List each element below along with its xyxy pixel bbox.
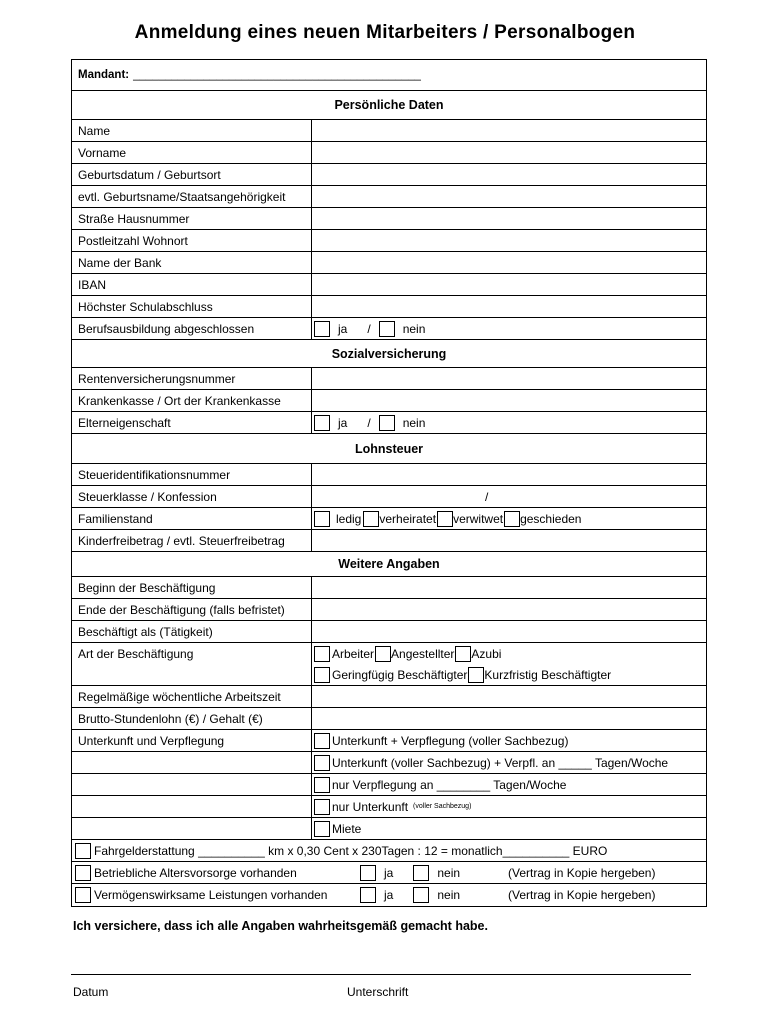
- schule-input[interactable]: [312, 296, 706, 317]
- altersvorsorge-ja-checkbox[interactable]: [360, 865, 376, 881]
- section-title: Lohnsteuer: [354, 441, 424, 456]
- option-label: Miete: [332, 821, 362, 836]
- unterschrift-label: Unterschrift: [347, 985, 409, 999]
- bank-input[interactable]: [312, 252, 706, 273]
- separator: /: [485, 489, 489, 504]
- section-title: Weitere Angaben: [338, 557, 440, 571]
- ledig-checkbox[interactable]: [314, 511, 330, 527]
- steuerklasse-input[interactable]: [312, 486, 706, 507]
- field-label: Steuerklasse / Konfession: [72, 486, 312, 507]
- table-row: [72, 774, 706, 796]
- vermoegen-label: Vermögenswirksame Leistungen vorhanden: [94, 888, 328, 902]
- option-label: ja: [384, 888, 394, 902]
- table-row: [72, 208, 706, 230]
- option-label: Unterkunft + Verpflegung (voller Sachbezug): [332, 733, 569, 748]
- signature-line[interactable]: [71, 974, 691, 975]
- table-row: [72, 599, 706, 621]
- verheiratet-checkbox[interactable]: [363, 511, 379, 527]
- table-row: [72, 464, 706, 486]
- table-row: [72, 318, 706, 340]
- name-input[interactable]: [312, 120, 706, 141]
- geringfuegig-checkbox[interactable]: [314, 667, 330, 683]
- steuerid-input[interactable]: [312, 464, 706, 485]
- field-label: Kinderfreibetrag / evtl. Steuerfreibetrag: [72, 530, 312, 551]
- option-label: nein: [437, 865, 461, 880]
- option-note: (voller Sachbezug): [413, 803, 472, 810]
- azubi-checkbox[interactable]: [455, 646, 471, 662]
- option-label: verheiratet: [379, 511, 437, 526]
- section-title: Sozialversicherung: [331, 346, 447, 361]
- mandant-label: Mandant:: [78, 69, 130, 81]
- table-row: [72, 296, 706, 318]
- option-label: Arbeiter: [332, 646, 375, 661]
- option-label: Unterkunft (voller Sachbezug) + Verpfl. an _____ Tagen/Woche: [332, 755, 669, 770]
- verwitwet-checkbox[interactable]: [437, 511, 453, 527]
- personalbogen-form: [71, 59, 707, 907]
- option-label: Angestellter: [391, 646, 455, 661]
- eltern-nein-checkbox[interactable]: [379, 415, 395, 431]
- kinder-input[interactable]: [312, 530, 706, 551]
- geburt-input[interactable]: [312, 164, 706, 185]
- field-label: Unterkunft und Verpflegung: [72, 730, 312, 751]
- kopie-note: (Vertrag in Kopie hergeben): [508, 865, 656, 880]
- field-label: Geburtsdatum / Geburtsort: [72, 164, 312, 185]
- option-label: nur Unterkunft: [332, 799, 409, 814]
- altersvorsorge-row: [72, 862, 706, 884]
- table-row: [72, 621, 706, 643]
- option-label: ja: [338, 321, 348, 336]
- geschieden-checkbox[interactable]: [504, 511, 520, 527]
- option-label: nein: [402, 321, 426, 336]
- table-row: [72, 120, 706, 142]
- option-label: nur Verpflegung an ________ Tagen/Woche: [332, 777, 567, 792]
- kk-input[interactable]: [312, 390, 706, 411]
- vermoegen-checkbox[interactable]: [75, 887, 91, 903]
- fahrgeld-row: [72, 840, 706, 862]
- miete-checkbox[interactable]: [314, 821, 330, 837]
- section-header-weitere: [72, 552, 706, 577]
- field-label: Vorname: [72, 142, 312, 163]
- table-row: [72, 708, 706, 730]
- strasse-input[interactable]: [312, 208, 706, 229]
- table-row: [72, 730, 706, 752]
- form-title: Anmeldung eines neuen Mitarbeiters / Personalbogen: [134, 22, 636, 43]
- table-row: [72, 164, 706, 186]
- table-row: [72, 643, 706, 686]
- plz-input[interactable]: [312, 230, 706, 251]
- section-title: Persönliche Daten: [334, 98, 444, 112]
- table-row: [72, 796, 706, 818]
- option-label: geschieden: [520, 511, 582, 526]
- altersvorsorge-label: Betriebliche Altersvorsorge vorhanden: [94, 865, 297, 880]
- vermoegen-nein-checkbox[interactable]: [413, 887, 429, 903]
- fahrgeld-label: Fahrgelderstattung __________ km x 0,30 Cent x 230Tagen : 12 = monatlich__________ EURO: [94, 843, 608, 858]
- arbeitszeit-input[interactable]: [312, 686, 706, 707]
- table-row: [72, 368, 706, 390]
- field-label: evtl. Geburtsname/Staatsangehörigkeit: [72, 186, 312, 207]
- section-header-lohnsteuer: [72, 434, 706, 464]
- lohn-input[interactable]: [312, 708, 706, 729]
- field-label: Straße Hausnummer: [72, 208, 312, 229]
- kopie-note: (Vertrag in Kopie hergeben): [508, 888, 656, 902]
- mandant-row: [72, 60, 706, 91]
- field-label: Brutto-Stundenlohn (€) / Gehalt (€): [72, 708, 312, 729]
- taetigkeit-input[interactable]: [312, 621, 706, 642]
- field-label: Postleitzahl Wohnort: [72, 230, 312, 251]
- separator: /: [367, 415, 371, 430]
- section-header-sozial: [72, 340, 706, 368]
- option-label: Kurzfristig Beschäftigter: [484, 667, 612, 682]
- option-label: ja: [338, 415, 348, 430]
- beginn-input[interactable]: [312, 577, 706, 598]
- option-label: Geringfügig Beschäftigter: [332, 667, 468, 682]
- field-label: Rentenversicherungsnummer: [72, 368, 312, 389]
- mandant-line[interactable]: _____________________________________________: [133, 69, 421, 81]
- field-label: Elterneigenschaft: [72, 412, 312, 433]
- separator: /: [367, 321, 371, 336]
- table-row: [72, 818, 706, 840]
- altersvorsorge-checkbox[interactable]: [75, 865, 91, 881]
- field-label: Name der Bank: [72, 252, 312, 273]
- table-row: [72, 252, 706, 274]
- field-label: Ende der Beschäftigung (falls befristet): [72, 599, 312, 620]
- table-row: [72, 274, 706, 296]
- option-label: Azubi: [471, 646, 502, 661]
- fahrgeld-checkbox[interactable]: [75, 843, 91, 859]
- geburtsname-input[interactable]: [312, 186, 706, 207]
- option-label: nein: [437, 888, 461, 902]
- vermoegen-ja-checkbox[interactable]: [360, 887, 376, 903]
- field-label: Berufsausbildung abgeschlossen: [72, 318, 312, 339]
- table-row: [72, 230, 706, 252]
- option-label: verwitwet: [453, 511, 504, 526]
- eltern-ja-checkbox[interactable]: [314, 415, 330, 431]
- kurzfristig-checkbox[interactable]: [468, 667, 484, 683]
- table-row: [72, 486, 706, 508]
- ausbildung-ja-checkbox[interactable]: [314, 321, 330, 337]
- table-row: [72, 508, 706, 530]
- nur-unterkunft-checkbox[interactable]: [314, 799, 330, 815]
- altersvorsorge-nein-checkbox[interactable]: [413, 865, 429, 881]
- datum-label: Datum: [73, 985, 109, 999]
- angestellter-checkbox[interactable]: [375, 646, 391, 662]
- vermoegen-row: [72, 884, 706, 906]
- declaration-text: Ich versichere, dass ich alle Angaben wahrheitsgemäß gemacht habe.: [73, 919, 488, 933]
- ausbildung-nein-checkbox[interactable]: [379, 321, 395, 337]
- nur-verpflegung-checkbox[interactable]: [314, 777, 330, 793]
- table-row: [72, 142, 706, 164]
- field-label: Name: [72, 120, 312, 141]
- ende-input[interactable]: [312, 599, 706, 620]
- field-label: IBAN: [72, 274, 312, 295]
- rvnr-input[interactable]: [312, 368, 706, 389]
- table-row: [72, 412, 706, 434]
- option-label: ledig: [336, 511, 362, 526]
- section-header-personal: [72, 91, 706, 120]
- table-row: [72, 186, 706, 208]
- field-label: Familienstand: [72, 508, 312, 529]
- table-row: [72, 530, 706, 552]
- field-label: Beschäftigt als (Tätigkeit): [72, 621, 312, 642]
- option-label: nein: [402, 415, 426, 430]
- iban-input[interactable]: [312, 274, 706, 295]
- unterkunft-verpflegung-checkbox[interactable]: [314, 733, 330, 749]
- table-row: [72, 686, 706, 708]
- vorname-input[interactable]: [312, 142, 706, 163]
- unterkunft-teilverpflegung-checkbox[interactable]: [314, 755, 330, 771]
- field-label: Beginn der Beschäftigung: [72, 577, 312, 598]
- table-row: [72, 577, 706, 599]
- field-label: Steueridentifikationsnummer: [72, 464, 312, 485]
- field-label: Höchster Schulabschluss: [72, 296, 312, 317]
- field-label: Krankenkasse / Ort der Krankenkasse: [72, 390, 312, 411]
- arbeiter-checkbox[interactable]: [314, 646, 330, 662]
- table-row: [72, 752, 706, 774]
- field-label: Regelmäßige wöchentliche Arbeitszeit: [72, 686, 312, 707]
- table-row: [72, 390, 706, 412]
- field-label: Art der Beschäftigung: [72, 643, 312, 685]
- option-label: ja: [384, 865, 394, 880]
